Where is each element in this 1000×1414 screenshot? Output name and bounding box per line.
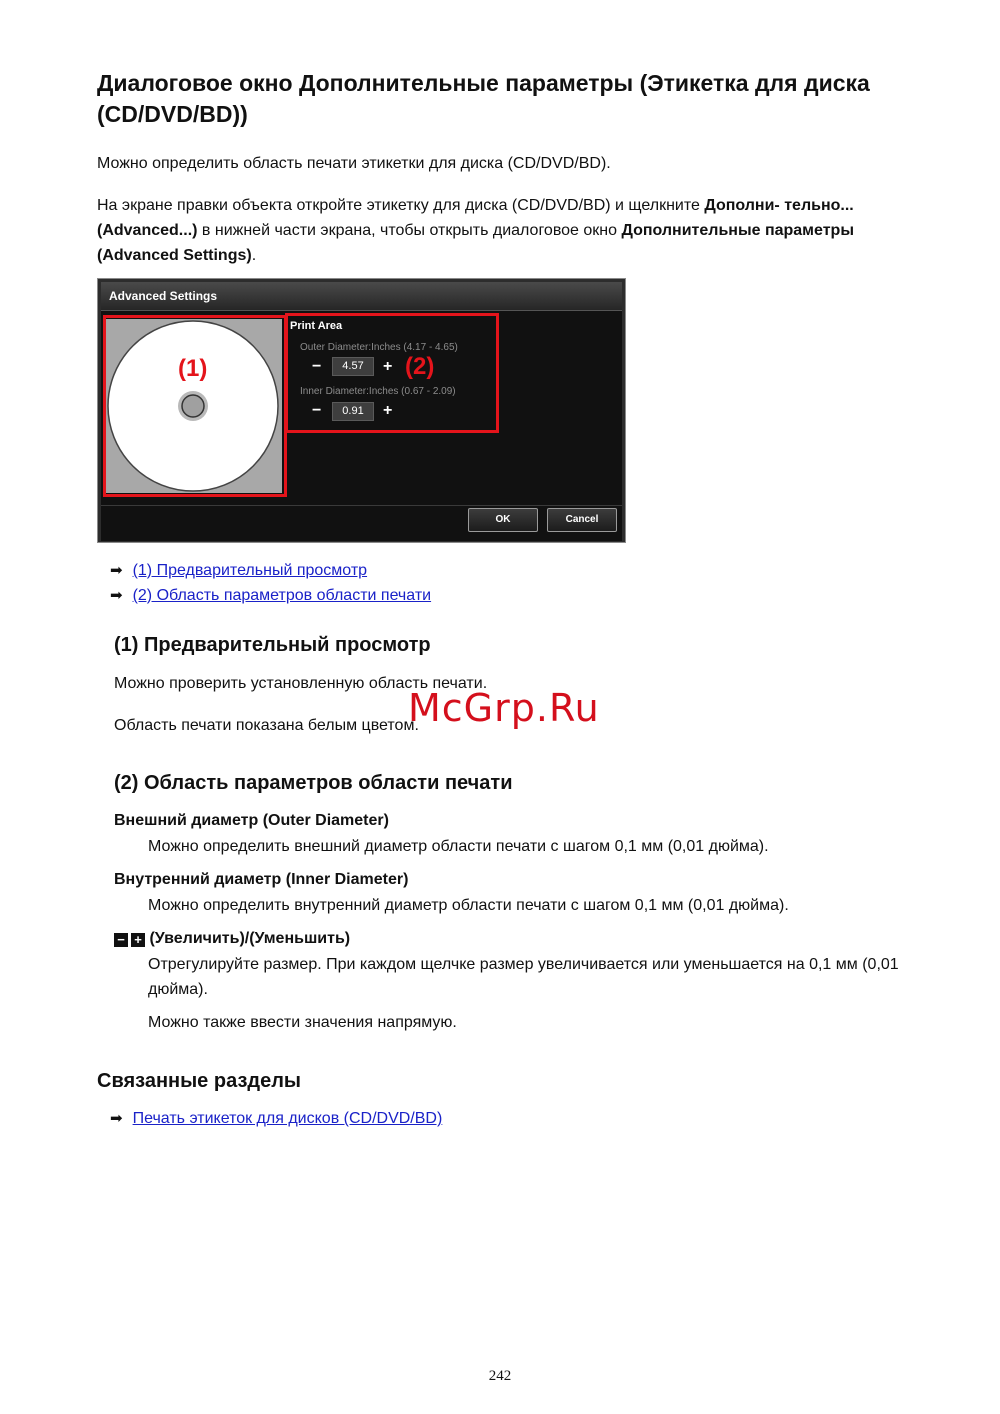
ok-button[interactable]: OK xyxy=(468,508,538,532)
intro-text-1: На экране правки объекта откройте этикетку для диска (CD/DVD/BD) и щелкните xyxy=(97,197,705,214)
related-heading: Связанные разделы xyxy=(97,1070,301,1092)
intro-paragraph-2 xyxy=(97,193,897,268)
section1-heading: (1) Предварительный просмотр xyxy=(114,634,431,656)
link-item-preview xyxy=(110,560,367,582)
dialog-footer xyxy=(101,505,622,541)
related-link-item xyxy=(110,1108,442,1130)
inner-minus-button[interactable]: − xyxy=(312,402,322,419)
intro-text-2: в нижней части экрана, чтобы открыть диалоговое окно xyxy=(197,222,622,239)
outer-diameter-label: Outer Diameter:Inches (4.17 - 4.65) xyxy=(300,342,458,353)
page-title: Диалоговое окно Дополнительные параметры (Этикетка для диска (CD/DVD/BD)) xyxy=(97,70,870,127)
section1-paragraph-2: Область печати показана белым цветом. xyxy=(114,717,419,734)
dialog-title: Advanced Settings xyxy=(109,289,218,303)
cancel-button[interactable]: Cancel xyxy=(547,508,617,532)
print-area-label: Print Area xyxy=(290,320,343,332)
inner-diameter-term: Внутренний диаметр (Inner Diameter) xyxy=(114,871,409,888)
inner-diameter-label: Inner Diameter:Inches (0.67 - 2.09) xyxy=(300,386,456,397)
outer-diameter-term: Внешний диаметр (Outer Diameter) xyxy=(114,812,389,829)
page-number: 242 xyxy=(488,1368,512,1384)
link-preview[interactable]: (1) Предварительный просмотр xyxy=(132,562,368,579)
watermark: McGrp.Ru xyxy=(408,686,600,730)
arrow-right-icon: ➡ xyxy=(110,587,123,604)
intro-paragraph-1: Можно определить область печати этикетки для диска (CD/DVD/BD). xyxy=(97,155,611,172)
arrow-right-icon: ➡ xyxy=(110,1110,123,1127)
section2-heading: (2) Область параметров области печати xyxy=(114,772,513,794)
advanced-settings-ref: Дополнительные параметры (Advanced Settings) xyxy=(97,222,854,264)
inner-plus-button[interactable]: + xyxy=(383,402,393,419)
arrow-right-icon: ➡ xyxy=(110,562,123,579)
plus-minus-desc-1: Отрегулируйте размер. При каждом щелчке размер увеличивается или уменьшается на 0,1 мм (0,01 дюйма). xyxy=(148,956,899,998)
link-disc-label-printing[interactable]: Печать этикеток для дисков (CD/DVD/BD) xyxy=(132,1110,443,1127)
inner-diameter-input[interactable]: 0.91 xyxy=(332,402,374,421)
link-print-area-settings[interactable]: (2) Область параметров области печати xyxy=(132,587,432,604)
callout-label-1: (1) xyxy=(178,355,208,382)
advanced-settings-dialog xyxy=(97,278,626,543)
plus-minus-term xyxy=(114,930,350,948)
outer-plus-button[interactable]: + xyxy=(383,358,393,375)
minus-icon: − xyxy=(114,933,128,947)
advanced-button-ref: Дополни- тельно... (Advanced...) xyxy=(97,197,854,239)
outer-minus-button[interactable]: − xyxy=(312,358,322,375)
callout-label-2: (2) xyxy=(405,353,435,380)
outer-diameter-desc: Можно определить внешний диаметр области печати с шагом 0,1 мм (0,01 дюйма). xyxy=(148,838,769,855)
plus-icon: + xyxy=(131,933,145,947)
inner-diameter-desc: Можно определить внутренний диаметр области печати с шагом 0,1 мм (0,01 дюйма). xyxy=(148,897,789,914)
callout-box-1 xyxy=(103,315,287,497)
link-item-print-area xyxy=(110,585,431,607)
intro-text-3: . xyxy=(251,247,257,264)
plus-minus-term-label: (Увеличить)/(Уменьшить) xyxy=(149,930,351,947)
outer-diameter-input[interactable]: 4.57 xyxy=(332,357,374,376)
dialog-titlebar xyxy=(101,282,622,311)
plus-minus-desc-2: Можно также ввести значения напрямую. xyxy=(148,1014,457,1031)
section1-paragraph-1: Можно проверить установленную область печати. xyxy=(114,675,488,692)
